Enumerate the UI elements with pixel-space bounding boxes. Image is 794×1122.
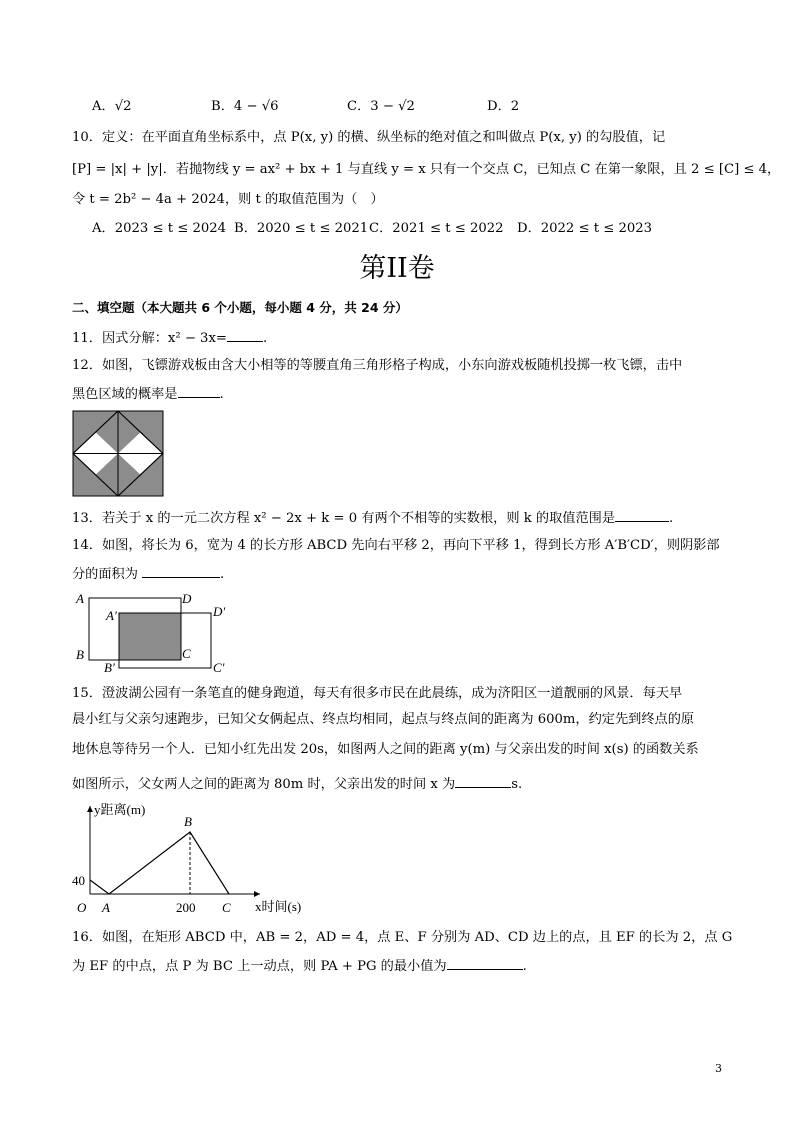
q12-end: . [219, 387, 224, 402]
q15-line-4-row [72, 773, 522, 794]
shaded-overlap-region [119, 613, 181, 660]
distance-polyline [90, 832, 229, 894]
q13 [72, 507, 673, 528]
q13-end: . [669, 511, 674, 526]
label-b-prime: B′ [104, 660, 115, 675]
y-tick-40: 40 [72, 873, 85, 888]
point-b-label: B [184, 814, 192, 829]
section-heading: 二、填空题（本大题共 6 个小题，每小题 4 分，共 24 分） [72, 300, 408, 315]
q10-option-b: B．2020 ≤ t ≤ 2021 [234, 221, 369, 236]
label-d: D [182, 591, 192, 606]
part-title: 第II卷 [359, 253, 435, 284]
q12-answer-blank [178, 383, 220, 398]
y-axis-label: y距离(m) [94, 802, 146, 817]
q10-line-2: [P] = |x| + |y|．若抛物线 y = ax² + bx + 1 与直线 y = x 只有一个交点 C，已知点 C 在第一象限，且 2 ≤ [C] ≤ 4， [72, 162, 781, 177]
label-d-prime: D′ [213, 604, 226, 619]
q11-end: . [262, 331, 268, 346]
q11-text: 11．因式分解：x² − 3x= [72, 331, 227, 346]
x-axis-label: x时间(s) [255, 899, 302, 914]
q13-text: 13．若关于 x 的一元二次方程 x² − 2x + k = 0 有两个不相等的实数根，则 k 的取值范围是 [72, 511, 616, 526]
label-c: C [182, 646, 191, 661]
q10-option-a: A．2023 ≤ t ≤ 2024 [92, 221, 226, 236]
distance-time-graph [72, 798, 312, 920]
q10-line-1: 10．定义：在平面直角坐标系中，点 P(x, y) 的横、纵坐标的绝对值之和叫做点 P(x, y) 的勾股值，记 [72, 130, 666, 145]
q13-answer-blank [615, 507, 669, 522]
q14-answer-blank [142, 563, 220, 578]
q12-line-2-row [72, 383, 224, 404]
q15-line-3: 地休息等待另一个人．已知小红先出发 20s，如图两人之间的距离 y(m) 与父亲出发的时间 x(s) 的函数关系 [72, 742, 699, 757]
origin-label: O [77, 900, 87, 915]
q15-answer-blank [455, 773, 511, 788]
q9-option-d: D．2 [487, 99, 520, 114]
q16-line-2-row [72, 955, 527, 976]
label-a: A [76, 591, 84, 606]
q11 [72, 327, 267, 348]
q14-line-2-row [72, 563, 224, 584]
q15-line-1: 15．澄波湖公园有一条笔直的健身跑道，每天有很多市民在此晨练，成为济阳区一道靓丽的风景．每天早 [72, 686, 683, 701]
q10-option-d: D．2022 ≤ t ≤ 2023 [517, 221, 653, 236]
q15-end: s. [511, 777, 523, 792]
q11-answer-blank [227, 327, 263, 342]
q14-end: . [219, 567, 225, 582]
q16-line-2: 为 EF 的中点，点 P 为 BC 上一动点，则 PA + PG 的最小值为 [72, 959, 447, 974]
label-b: B [76, 647, 84, 662]
q9-option-b: B．4 − √6 [211, 99, 279, 114]
q14-line-2: 分的面积为 [72, 567, 138, 582]
q10-option-c: C．2021 ≤ t ≤ 2022 [369, 221, 504, 236]
point-a-label: A [102, 900, 110, 915]
q16-answer-blank [447, 955, 523, 970]
x-tick-200: 200 [176, 900, 196, 915]
dart-board-figure [72, 410, 166, 498]
q16-line-1: 16．如图，在矩形 ABCD 中，AB = 2，AD = 4，点 E、F 分别为 AD、CD 边上的点，且 EF 的长为 2，点 G [72, 930, 733, 945]
q9-option-a: A．√2 [92, 99, 132, 114]
q15-line-2: 晨小红与父亲匀速跑步，已知父女俩起点、终点均相同，起点与终点间的距离为 600m，约定先到终点的原 [72, 712, 695, 727]
q12-line-1: 12．如图，飞镖游戏板由含大小相等的等腰直角三角形格子构成，小东向游戏板随机投掷一枚飞镖，击中 [72, 358, 683, 373]
q9-option-c: C．3 − √2 [347, 99, 415, 114]
label-c-prime: C′ [213, 660, 225, 675]
q10-line-3: 令 t = 2b² − 4a + 2024，则 t 的取值范围为（ ） [72, 192, 384, 207]
q16-end: . [522, 959, 527, 974]
q15-line-4: 如图所示，父女两人之间的距离为 80m 时，父亲出发的时间 x 为 [72, 777, 456, 792]
rectangles-figure [72, 588, 242, 676]
point-c-label: C [222, 900, 231, 915]
q14-line-1: 14．如图，将长为 6，宽为 4 的长方形 ABCD 先向右平移 2，再向下平移 1，得到长方形 A′B′CD′，则阴影部 [72, 538, 720, 553]
label-a-prime: A′ [106, 608, 117, 623]
q12-line-2: 黑色区域的概率是 [72, 387, 178, 402]
page-number: 3 [715, 1062, 722, 1075]
